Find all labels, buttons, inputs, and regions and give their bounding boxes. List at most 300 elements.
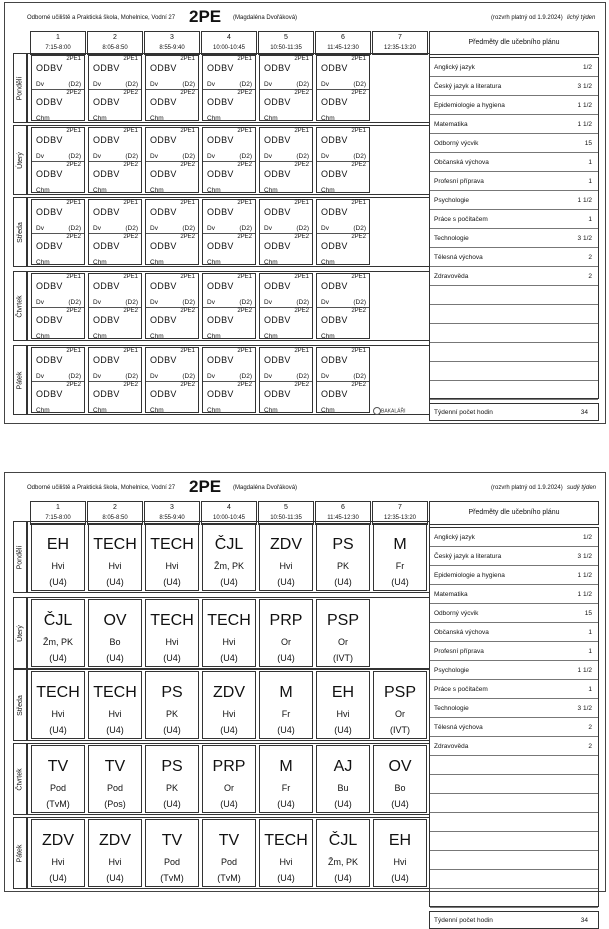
room-code: (U4) [220, 653, 238, 663]
room-code: (U4) [49, 873, 67, 883]
teacher-code: Dv [264, 81, 272, 88]
bakalari-text: BAKALÁŘI [381, 408, 406, 415]
teacher-code: Hvi [336, 709, 350, 719]
period-header-4 [201, 31, 257, 55]
lesson-cell[interactable] [259, 127, 313, 193]
teacher-code: Dv [150, 299, 158, 306]
sheet-header [5, 473, 605, 501]
subject-row [430, 58, 598, 77]
group-label: 2PE2 [351, 382, 366, 388]
teacher-code: Chm [150, 407, 164, 414]
group-1-lesson [203, 128, 255, 161]
group-label: 2PE1 [180, 274, 195, 280]
subject-code: ODBV [207, 241, 234, 251]
teacher-code: Or [281, 637, 291, 647]
teacher-code: Or [338, 637, 348, 647]
room-code: (IVT) [333, 653, 353, 663]
subject-code: TV [218, 832, 240, 849]
lesson-cell[interactable] [145, 819, 199, 887]
teacher-code: Hvi [222, 637, 236, 647]
lesson-cell[interactable] [145, 523, 199, 591]
lesson-cell[interactable] [88, 671, 142, 739]
group-2-lesson [89, 307, 141, 341]
group-1-lesson [32, 200, 84, 233]
subject-code: ODBV [36, 207, 63, 217]
teacher-code: Bo [109, 637, 121, 647]
subject-code: ZDV [99, 832, 131, 849]
group-1-lesson [89, 128, 141, 161]
lesson-cell[interactable] [259, 523, 313, 591]
lesson-cell[interactable] [202, 55, 256, 121]
lesson-cell[interactable] [202, 599, 256, 667]
day-label-3 [13, 743, 27, 815]
group-label: 2PE1 [180, 128, 195, 134]
teacher-code: Dv [150, 153, 158, 160]
subject-code: ODBV [321, 241, 348, 251]
room-code: (U4) [163, 799, 181, 809]
teacher-code: Chm [264, 115, 278, 122]
lesson-cell[interactable] [88, 55, 142, 121]
room-code: (D2) [353, 373, 366, 380]
lesson-cell[interactable] [145, 347, 199, 413]
lesson-cell[interactable] [88, 819, 142, 887]
teacher-code: Dv [93, 225, 101, 232]
group-1-lesson [260, 348, 312, 381]
class-title: 2PE [189, 7, 222, 26]
lesson-cell[interactable] [88, 599, 142, 667]
teacher-code: Dv [207, 299, 215, 306]
group-label: 2PE2 [237, 234, 252, 240]
lesson-cell[interactable] [316, 55, 370, 121]
subject-code: ODBV [150, 169, 177, 179]
subject-code: ODBV [207, 135, 234, 145]
room-code: (D2) [182, 81, 195, 88]
lesson-cell[interactable] [202, 523, 256, 591]
subject-name: Tělesná výchova [434, 254, 483, 261]
lesson-cell[interactable] [31, 55, 85, 121]
group-2-lesson [203, 161, 255, 195]
lesson-cell[interactable] [202, 745, 256, 813]
lesson-cell[interactable] [373, 745, 427, 813]
subject-code: ODBV [150, 241, 177, 251]
subject-code: ODBV [264, 315, 291, 325]
teacher-code: Dv [321, 299, 329, 306]
teacher-code: Pod [106, 783, 123, 793]
subject-name: Anglický jazyk [434, 534, 475, 541]
subject-code: TV [47, 758, 69, 775]
room-code: (D2) [182, 373, 195, 380]
group-1-lesson [317, 56, 369, 89]
lesson-cell[interactable] [31, 671, 85, 739]
room-code: (D2) [296, 299, 309, 306]
teacher-code: Chm [36, 187, 50, 194]
subject-name: Technologie [434, 235, 469, 242]
subject-name: Odborný výcvik [434, 140, 479, 147]
lesson-cell[interactable] [316, 347, 370, 413]
subject-code: TECH [93, 536, 137, 553]
lesson-cell[interactable] [316, 127, 370, 193]
period-time: 11:45-12:30 [327, 45, 359, 51]
lesson-cell[interactable] [259, 347, 313, 413]
room-code: (D2) [182, 299, 195, 306]
subject-code: OV [388, 758, 412, 775]
lesson-cell[interactable] [202, 819, 256, 887]
teacher-code: Dv [264, 299, 272, 306]
group-1-lesson [146, 274, 198, 307]
room-code: (U4) [334, 725, 352, 735]
subject-code: ODBV [207, 169, 234, 179]
teacher-code: Žm, PK [327, 857, 358, 867]
subject-code: ODBV [321, 281, 348, 291]
lesson-cell[interactable] [145, 199, 199, 265]
room-code: (TvM) [46, 799, 70, 809]
period-time: 8:55-9:40 [159, 515, 185, 521]
week-type: sudý týden [567, 485, 597, 491]
class-teacher: (Magdaléna Dvořáková) [233, 15, 298, 21]
subjects-list [429, 527, 599, 907]
subject-code: ODBV [264, 97, 291, 107]
subject-code: TV [104, 758, 126, 775]
group-label: 2PE2 [180, 162, 195, 168]
subject-row [430, 547, 598, 566]
group-2-lesson [146, 307, 198, 341]
lesson-cell[interactable] [145, 273, 199, 339]
lesson-cell[interactable] [202, 671, 256, 739]
lesson-cell[interactable] [316, 599, 370, 667]
period-number: 7 [398, 504, 402, 511]
lesson-cell[interactable] [145, 671, 199, 739]
group-2-lesson [203, 381, 255, 415]
group-1-lesson [260, 128, 312, 161]
subject-code: ODBV [93, 241, 120, 251]
period-number: 6 [341, 504, 345, 511]
teacher-code: Chm [264, 187, 278, 194]
subject-hours: 1 [588, 178, 592, 185]
room-code: (D2) [125, 299, 138, 306]
subject-code: ODBV [264, 135, 291, 145]
subject-code: ZDV [213, 684, 245, 701]
teacher-code: Hvi [108, 857, 122, 867]
teacher-code: Chm [93, 333, 107, 340]
room-code: (D2) [239, 153, 252, 160]
lesson-cell[interactable] [259, 745, 313, 813]
teacher-code: Pod [220, 857, 237, 867]
weekly-total-label: Týdenní počet hodin [434, 409, 493, 416]
group-label: 2PE2 [237, 308, 252, 314]
lesson-cell[interactable] [145, 745, 199, 813]
subject-row [430, 699, 598, 718]
lesson-cell[interactable] [31, 819, 85, 887]
room-code: (U4) [163, 725, 181, 735]
subject-name: Občanská výchova [434, 629, 489, 636]
group-label: 2PE1 [66, 274, 81, 280]
teacher-code: Pod [163, 857, 180, 867]
lesson-cell[interactable] [31, 199, 85, 265]
subject-hours: 3 1/2 [577, 553, 592, 560]
teacher-code: Dv [264, 153, 272, 160]
teacher-code: Hvi [279, 857, 293, 867]
subject-code: PSP [326, 612, 359, 629]
lesson-cell[interactable] [88, 523, 142, 591]
room-code: (U4) [277, 577, 295, 587]
lesson-cell[interactable] [373, 523, 427, 591]
lesson-cell[interactable] [31, 273, 85, 339]
group-label: 2PE2 [123, 382, 138, 388]
group-label: 2PE1 [294, 348, 309, 354]
lesson-cell[interactable] [316, 819, 370, 887]
teacher-code: Žm, PK [213, 561, 244, 571]
teacher-code: Chm [207, 187, 221, 194]
subject-row [430, 172, 598, 191]
group-label: 2PE2 [351, 162, 366, 168]
group-label: 2PE1 [237, 56, 252, 62]
subject-row [430, 528, 598, 547]
subject-code: ODBV [150, 315, 177, 325]
subject-row [430, 680, 598, 699]
room-code: (U4) [277, 873, 295, 883]
room-code: (U4) [391, 799, 409, 809]
group-label: 2PE2 [123, 308, 138, 314]
period-time: 10:00-10:45 [212, 515, 246, 521]
subject-row [430, 115, 598, 134]
subject-code: ODBV [150, 135, 177, 145]
lesson-cell[interactable] [88, 273, 142, 339]
period-number: 5 [284, 504, 288, 511]
teacher-code: Dv [36, 299, 44, 306]
lesson-cell[interactable] [145, 55, 199, 121]
room-code: (D2) [239, 81, 252, 88]
period-number: 6 [341, 34, 345, 41]
group-2-lesson [260, 89, 312, 123]
group-2-lesson [32, 381, 84, 415]
room-code: (D2) [68, 299, 81, 306]
class-title: 2PE [189, 477, 222, 496]
lesson-cell[interactable] [88, 745, 142, 813]
group-label: 2PE2 [294, 308, 309, 314]
subject-row [430, 756, 598, 775]
group-label: 2PE2 [294, 382, 309, 388]
group-label: 2PE2 [123, 90, 138, 96]
lesson-cell[interactable] [202, 273, 256, 339]
lesson-cell[interactable] [88, 199, 142, 265]
room-code: (D2) [125, 225, 138, 232]
group-1-lesson [89, 274, 141, 307]
lesson-cell[interactable] [259, 671, 313, 739]
room-code: (U4) [106, 725, 124, 735]
subject-row [430, 737, 598, 756]
subject-row [430, 889, 598, 908]
teacher-code: Chm [321, 333, 335, 340]
subject-code: ODBV [36, 97, 63, 107]
subject-row [430, 604, 598, 623]
period-time: 12:35-13:20 [383, 515, 417, 521]
period-number: 7 [398, 34, 402, 41]
group-label: 2PE2 [351, 308, 366, 314]
subject-code: ODBV [36, 63, 63, 73]
room-code: (U4) [106, 873, 124, 883]
subject-code: M [393, 536, 407, 553]
lesson-cell[interactable] [145, 599, 199, 667]
subject-row [430, 267, 598, 286]
group-1-lesson [260, 56, 312, 89]
teacher-code: Chm [36, 407, 50, 414]
group-1-lesson [146, 56, 198, 89]
teacher-code: Chm [93, 187, 107, 194]
period-time: 10:00-10:45 [212, 45, 246, 51]
lesson-cell[interactable] [259, 599, 313, 667]
room-code: (D2) [296, 153, 309, 160]
subject-code: PRP [212, 758, 246, 775]
group-2-lesson [260, 307, 312, 341]
group-label: 2PE1 [123, 348, 138, 354]
subject-code: ODBV [150, 63, 177, 73]
lesson-cell[interactable] [202, 199, 256, 265]
lesson-cell[interactable] [316, 523, 370, 591]
subject-code: ODBV [150, 281, 177, 291]
lesson-cell[interactable] [259, 55, 313, 121]
group-label: 2PE1 [351, 128, 366, 134]
group-2-lesson [317, 233, 369, 267]
subject-code: ČJL [43, 612, 73, 629]
period-time: 11:45-12:30 [327, 515, 359, 521]
room-code: (U4) [391, 873, 409, 883]
group-label: 2PE2 [66, 382, 81, 388]
teacher-code: Dv [264, 373, 272, 380]
subject-code: ODBV [207, 389, 234, 399]
lesson-cell[interactable] [373, 671, 427, 739]
group-label: 2PE1 [180, 200, 195, 206]
subject-code: EH [46, 536, 70, 553]
group-2-lesson [146, 161, 198, 195]
subject-hours: 1 1/2 [577, 572, 592, 579]
lesson-cell[interactable] [31, 599, 85, 667]
lesson-cell[interactable] [202, 127, 256, 193]
subject-code: ZDV [42, 832, 74, 849]
lesson-cell[interactable] [31, 127, 85, 193]
teacher-code: Dv [207, 81, 215, 88]
group-1-lesson [32, 128, 84, 161]
subject-hours: 15 [584, 610, 592, 617]
bakalari-logo [373, 407, 405, 415]
teacher-code: Dv [321, 153, 329, 160]
teacher-code: Dv [36, 225, 44, 232]
room-code: (U4) [334, 577, 352, 587]
lesson-cell[interactable] [316, 273, 370, 339]
teacher-code: Chm [150, 187, 164, 194]
group-2-lesson [317, 381, 369, 415]
day-name: Pondělí [16, 76, 24, 100]
group-1-lesson [32, 348, 84, 381]
teacher-code: Chm [93, 259, 107, 266]
period-number: 1 [56, 34, 60, 41]
room-code: (U4) [163, 577, 181, 587]
teacher-code: Dv [36, 153, 44, 160]
group-label: 2PE2 [237, 90, 252, 96]
lesson-cell[interactable] [88, 127, 142, 193]
group-label: 2PE1 [66, 200, 81, 206]
room-code: (U4) [49, 653, 67, 663]
day-name: Pondělí [16, 545, 24, 569]
period-number: 3 [170, 34, 174, 41]
subject-name: Tělesná výchova [434, 724, 483, 731]
teacher-code: Dv [36, 373, 44, 380]
group-label: 2PE1 [294, 200, 309, 206]
school-name: Odborné učiliště a Praktická škola, Mohelnice, Vodní 27 [27, 15, 176, 21]
teacher-code: Hvi [51, 857, 65, 867]
subject-code: ODBV [93, 315, 120, 325]
subject-row [430, 248, 598, 267]
room-code: (D2) [239, 299, 252, 306]
group-2-lesson [89, 89, 141, 123]
period-number: 4 [227, 34, 231, 41]
subject-code: AJ [333, 758, 353, 775]
valid-from: (rozvrh platný od 1.9.2024) [491, 485, 563, 491]
teacher-code: Dv [150, 225, 158, 232]
group-1-lesson [203, 348, 255, 381]
period-number: 2 [113, 504, 117, 511]
lesson-cell[interactable] [373, 819, 427, 887]
group-label: 2PE1 [180, 56, 195, 62]
teacher-code: Hvi [393, 857, 407, 867]
period-time: 12:35-13:20 [383, 45, 417, 51]
subject-hours: 2 [588, 254, 592, 261]
room-code: (U4) [334, 873, 352, 883]
group-2-lesson [32, 89, 84, 123]
group-1-lesson [203, 200, 255, 233]
room-code: (D2) [353, 81, 366, 88]
subject-code: TECH [150, 536, 194, 553]
day-name: Středa [16, 221, 24, 243]
lesson-cell[interactable] [259, 273, 313, 339]
lesson-cell[interactable] [88, 347, 142, 413]
subject-code: PS [332, 536, 354, 553]
subject-name: Epidemiologie a hygiena [434, 102, 505, 109]
subject-hours: 1 [588, 686, 592, 693]
teacher-code: Bo [394, 783, 406, 793]
room-code: (U4) [334, 799, 352, 809]
teacher-code: Chm [264, 333, 278, 340]
lesson-cell[interactable] [31, 347, 85, 413]
teacher-code: Chm [93, 407, 107, 414]
subject-row [430, 153, 598, 172]
lesson-cell[interactable] [316, 745, 370, 813]
lesson-cell[interactable] [316, 199, 370, 265]
group-label: 2PE2 [351, 90, 366, 96]
lesson-cell[interactable] [202, 347, 256, 413]
subject-name: Práce s počítačem [434, 686, 488, 693]
group-label: 2PE2 [66, 90, 81, 96]
lesson-cell[interactable] [145, 127, 199, 193]
lesson-cell[interactable] [316, 671, 370, 739]
group-1-lesson [146, 128, 198, 161]
subject-code: TECH [93, 684, 137, 701]
lesson-cell[interactable] [31, 523, 85, 591]
subject-code: TV [161, 832, 183, 849]
lesson-cell[interactable] [259, 199, 313, 265]
room-code: (U4) [106, 577, 124, 587]
subject-row [430, 813, 598, 832]
subject-code: ODBV [321, 97, 348, 107]
subject-code: ODBV [150, 355, 177, 365]
lesson-cell[interactable] [259, 819, 313, 887]
teacher-code: Žm, PK [42, 637, 73, 647]
room-code: (U4) [163, 653, 181, 663]
group-2-lesson [89, 233, 141, 267]
weekly-total-row [429, 911, 599, 929]
lesson-cell[interactable] [31, 745, 85, 813]
subject-code: ODBV [264, 63, 291, 73]
group-1-lesson [317, 200, 369, 233]
